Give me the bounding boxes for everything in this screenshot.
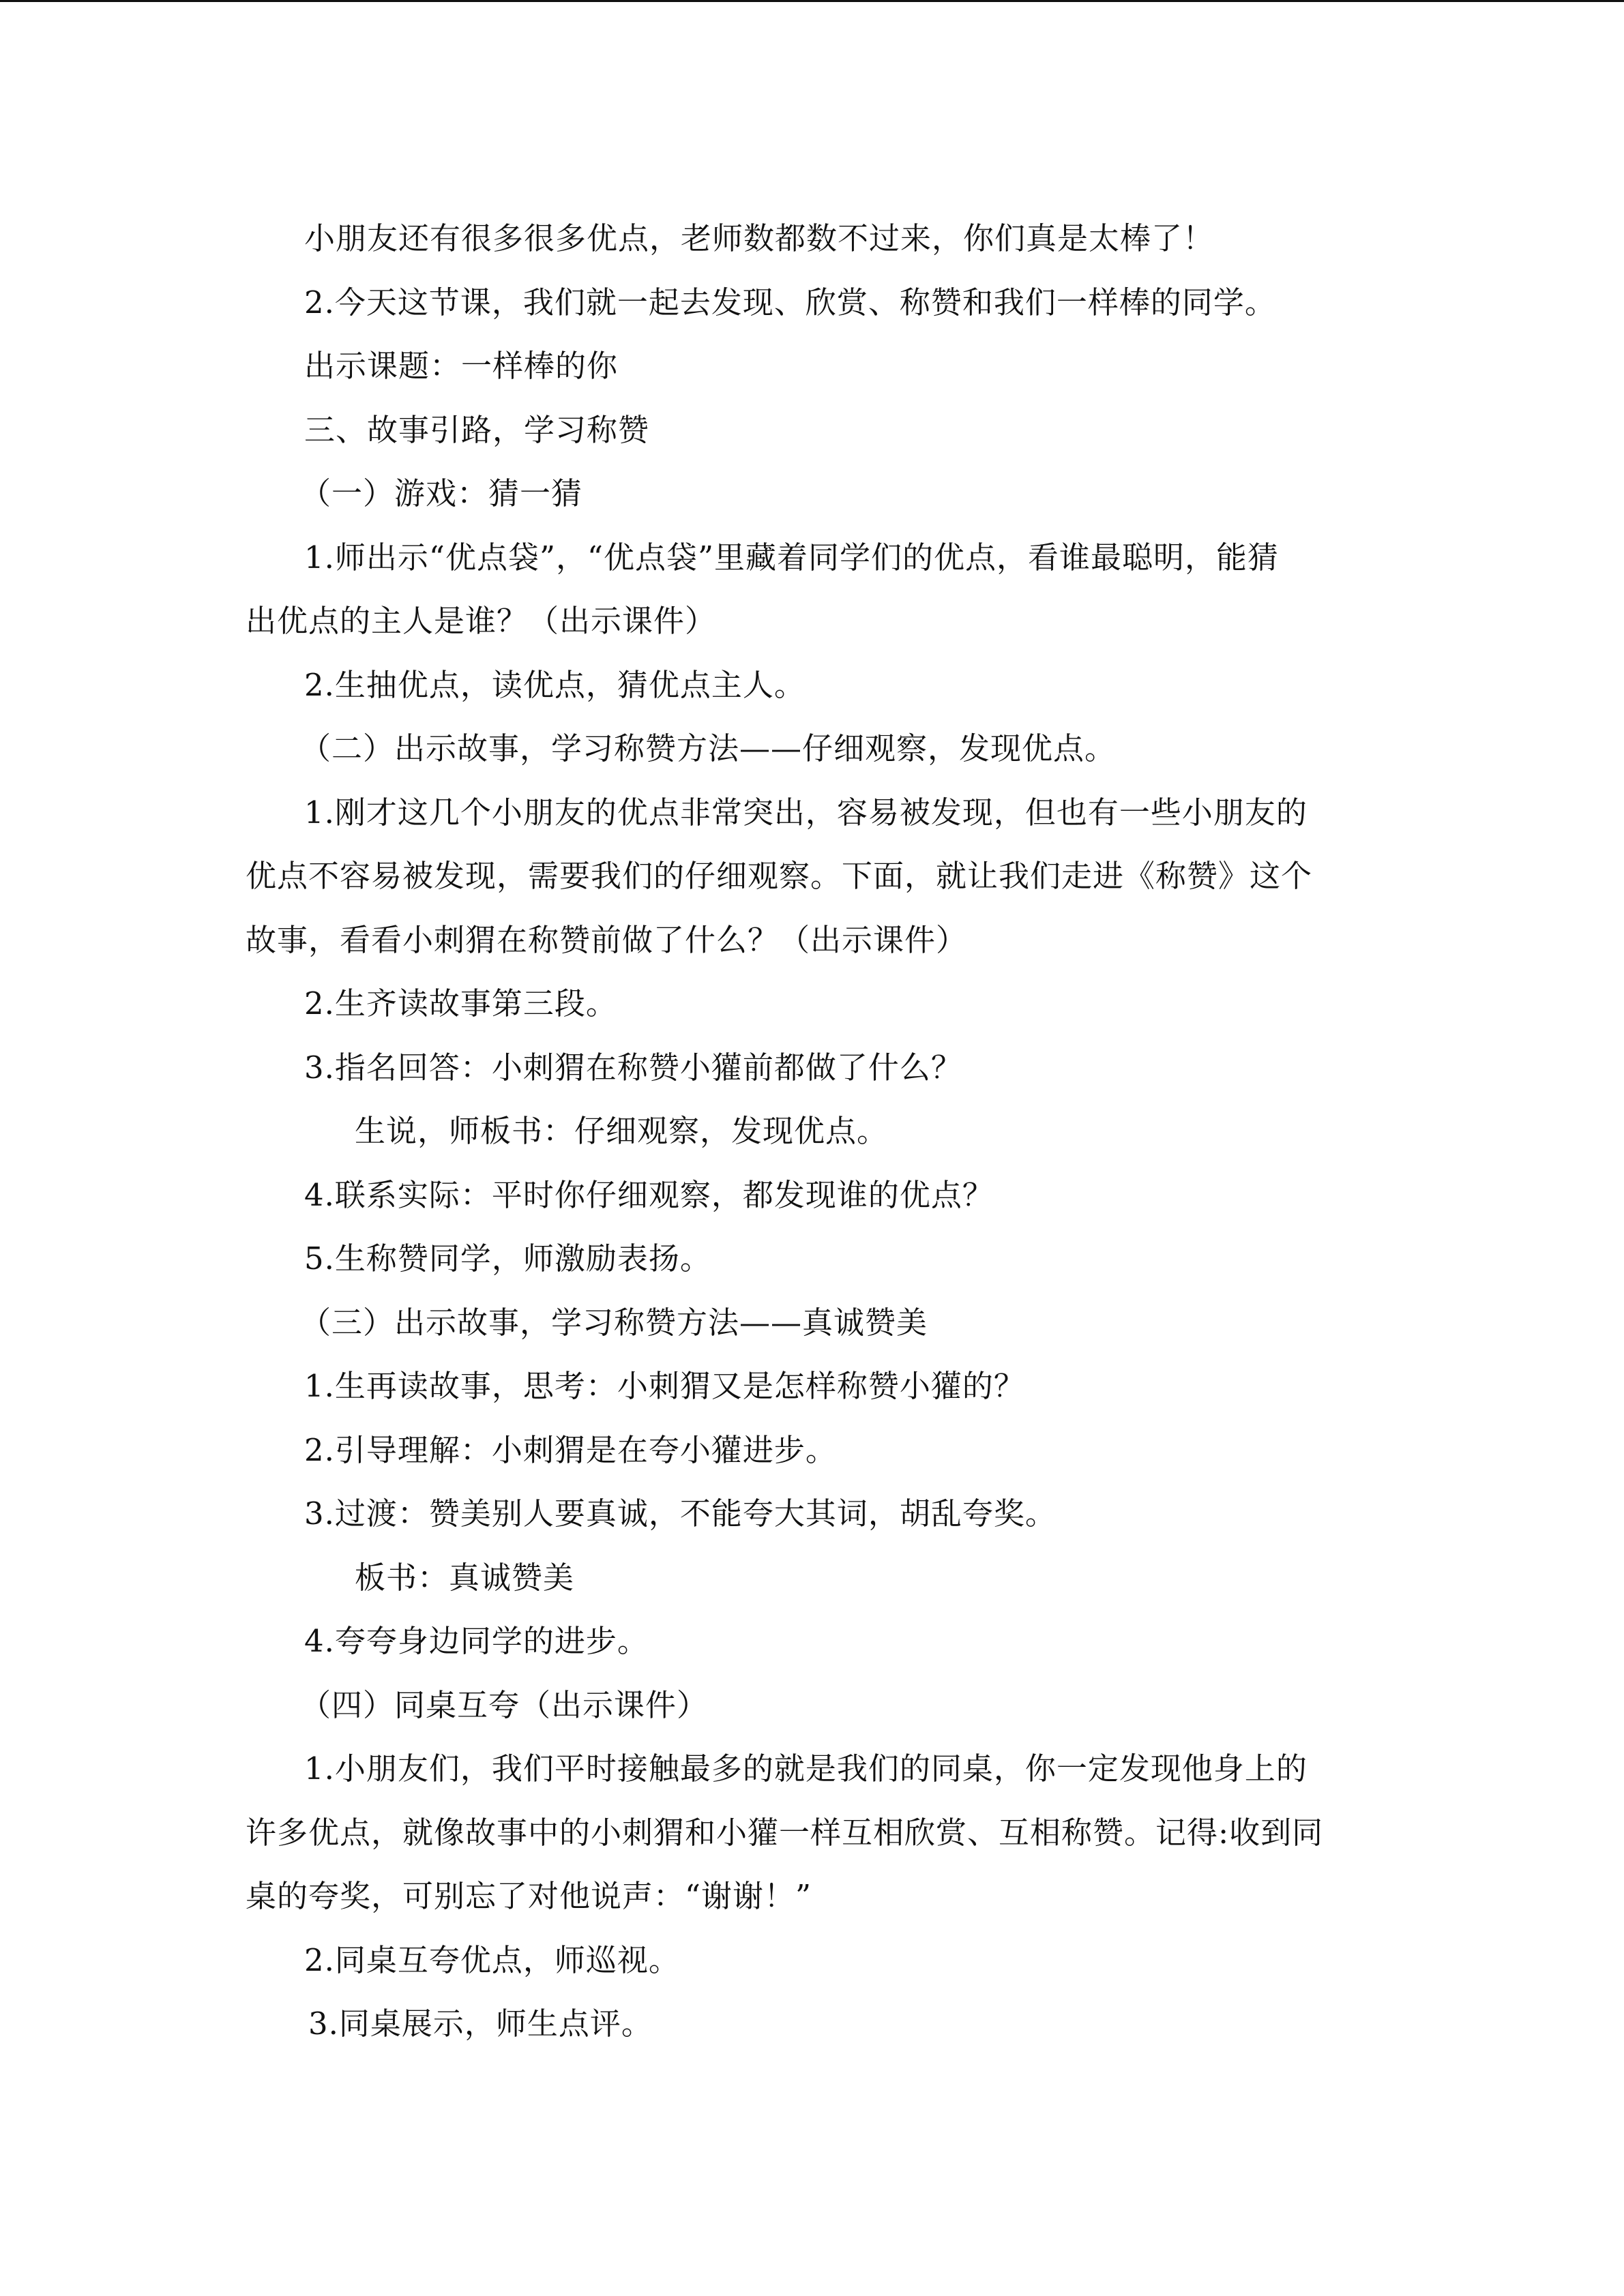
paragraph-line: 1.生再读故事，思考：小刺猬又是怎样称赞小獾的？: [304, 1368, 1025, 1404]
paragraph-line: 许多优点，就像故事中的小刺猬和小獾一样互相欣赏、互相称赞。记得:收到同: [246, 1814, 1324, 1851]
paragraph-line: 出优点的主人是谁？（出示课件）: [246, 603, 717, 639]
paragraph-line: 桌的夸奖，可别忘了对他说声：“谢谢！”: [246, 1878, 812, 1914]
section-heading: 三、故事引路，学习称赞: [304, 411, 650, 448]
paragraph-line: 2.生抽优点，读优点，猜优点主人。: [304, 666, 806, 703]
paragraph-line: 3.过渡：赞美别人要真诚，不能夸大其词，胡乱夸奖。: [304, 1495, 1057, 1532]
document-body: [246, 207, 1378, 2056]
paragraph-line: 4.联系实际：平时你仔细观察，都发现谁的优点？: [304, 1176, 994, 1213]
paragraph-line: 2.今天这节课，我们就一起去发现、欣赏、称赞和我们一样棒的同学。: [304, 284, 1276, 320]
paragraph-line: 出示课题：一样棒的你: [304, 348, 619, 384]
subsection-heading: （一）游戏：猜一猜: [300, 475, 583, 511]
subsection-heading: （二）出示故事，学习称赞方法——仔细观察，发现优点。: [300, 730, 1117, 766]
board-note-line: 生说，师板书：仔细观察，发现优点。: [355, 1113, 889, 1149]
paragraph-line: 小朋友还有很多很多优点，老师数都数不过来，你们真是太棒了！: [304, 220, 1215, 256]
paragraph-line: 1.小朋友们，我们平时接触最多的就是我们的同桌，你一定发现他身上的: [304, 1750, 1308, 1787]
paragraph-line: 3.指名回答：小刺猬在称赞小獾前都做了什么？: [304, 1049, 962, 1086]
paragraph-line: 1.师出示“优点袋”，“优点袋”里藏着同学们的优点，看谁最聪明，能猜: [304, 539, 1279, 576]
paragraph-line: 5.生称赞同学，师激励表扬。: [304, 1240, 711, 1277]
board-note-line: 板书：真诚赞美: [355, 1559, 575, 1596]
paragraph-line: 4.夸夸身边同学的进步。: [304, 1623, 649, 1659]
paragraph-line: 2.生齐读故事第三段。: [304, 985, 617, 1022]
paragraph-line: 故事，看看小刺猬在称赞前做了什么？（出示课件）: [246, 921, 968, 958]
paragraph-line: 3.同桌展示，师生点评。: [308, 2006, 653, 2042]
paragraph-line: 优点不容易被发现，需要我们的仔细观察。下面，就让我们走进《称赞》这个: [246, 858, 1313, 894]
paragraph-line: 2.同桌互夸优点，师巡视。: [304, 1941, 680, 1978]
paragraph-line: 1.刚才这几个小朋友的优点非常突出，容易被发现，但也有一些小朋友的: [304, 794, 1308, 831]
paragraph-line: 2.引导理解：小刺猬是在夸小獾进步。: [304, 1431, 837, 1468]
subsection-heading: （三）出示故事，学习称赞方法——真诚赞美: [300, 1304, 928, 1341]
subsection-heading: （四）同桌互夸（出示课件）: [300, 1686, 709, 1723]
